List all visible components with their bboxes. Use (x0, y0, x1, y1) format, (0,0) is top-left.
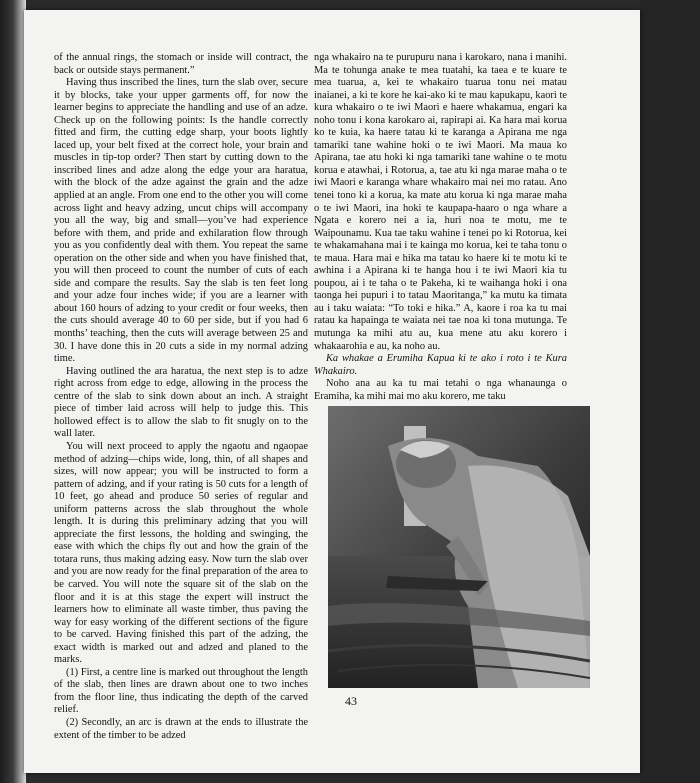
left-text-column (54, 52, 308, 742)
photo-carver-with-adze (328, 406, 590, 688)
paragraph: Noho ana au ka tu mai tetahi o nga whanaunga o Eramiha, ka mihi mai mo aku korero, me taku (314, 378, 567, 402)
paragraph: (2) Secondly, an arc is drawn at the ends to illustrate the extent of the timber to be adzed (54, 716, 308, 741)
scan-right-background (640, 0, 700, 783)
paragraph: nga whakairo na te purupuru nana i karokaro, nana i manihi. Ma te tohunga anake te mea tuatahi, ka taea e te kuare te mea tuarua, a, kei te whakairo tuarua tonu nei matau inaianei, a ki te kore he kai-ako ki te mau kapukapu, kaori te kura whakairo o te iwi Maori e haere whakamua, engari ka noho tonu i kona karokaro ai, rapirapi ai. Ka hara mai korua ko te kuia, ka haere tatau ki te karanga a Apirana me nga tamariki tane wahine hoki o te iwi Maori. Ma maua ko Apirana, tae atu hoki ki nga tamariki tane wahine o te motu korua e atawhai, i Rotorua, a, tae atu ki nga marae maha o te iwi Maori e karanga whare whakairo mai nei mo ratau. Ano tenei tono ki a korua, ka mate atu korua ki nga marae maha o te iwi Maori, ina hoki te kaupapa-haaro o nga whare a Ngata e korero nei a ia, huri noa te motu, me te Waipounamu. Kua tae taku wahine i tenei po ki Rotorua, kei te whakamahana mai i te kainga mo korua, kei te taha tonu o te maua. Hara mai e hika ma tatau ko haere ki te motu ki te awhina i a Apirana ki te hanga hou i te iwi Maori kia tu poupou, ai i te taha o te Pakeha, ki te waihanga hoki i ona taonga hei pupuri i to tatau Maoritanga,” ka mutu ka timata au i taku waiata: “To toki e hika.” A, kaore i roa ka tu mai ratau ka hapainga te waiata nei tae noa ki tona mutunga. Te mutunga ka mihi atu au, kua mene atu aku korero i whakaarohia e au, ka noho au. (314, 52, 567, 352)
scan-left-edge (0, 0, 26, 783)
paragraph: (1) First, a centre line is marked out throughout the length of the slab, then lines are drawn about one to two inches from the floor line, thus indicating the depth of the carved relief. (54, 666, 308, 716)
paragraph: Having outlined the ara haratua, the next step is to adze right across from edge to edge, allowing in the process the centre of the slab to sink down about an inch. A straight piece of timber laid across will help to judge this. This hollowed effect is to allow the slab to fit snugly on to the wall later. (54, 365, 308, 440)
paragraph: of the annual rings, the stomach or inside will contract, the back or outside stays permanent.” (54, 52, 308, 76)
right-text-column (314, 52, 567, 403)
page-number: 43 (345, 694, 357, 708)
paragraph: Having thus inscribed the lines, turn the slab over, secure it by blocks, take your upper garments off, for now the learner begins to appreciate the handling and use of an adze. Check up on the following points: Is the handle correctly fitted and firm, the cutting edge sharp, your boots lightly laced up, your belt fixed at the correct hole, your brain and muscles in tip-top order? Then start by cutting down to the inscribed lines and adze along the edge your ara haratua, with the block of the adze against the grain and the adze applied at an angle. From one end to the other you will come across light and heavy adzing, uncut chips will accompany you all the way, big and small—you’ve had experience before with them, and pride and exhilaration flow through you as you confidently deal with them. You repeat the same operation on the other side and when you have finished that, you will then proceed to count the number of cuts of each side and compare the results. Say the slab is ten feet long and your adze four inches wide; if you are a learner with about 160 hours of adzing to your credit or four weeks, then the cuts should average 40 to 60 per side, but if you had 6 months’ teaching, then the cuts will average between 25 and 30. I have done this in 20 cuts a side in my normal adzing time. (54, 77, 308, 365)
italic-note: Ka whakae a Erumiha Kapua ki te ako i roto i te Kura Whakairo. (314, 353, 567, 377)
paragraph: You will next proceed to apply the ngaotu and ngaopae method of adzing—chips wide, long, thin, of all shapes and sizes, will now appear; you will be instructed to form a pattern of adzing, and if your rating is 50 cuts for a length of 10 feet, go ahead and produce 50 series of regular and uniform patterns across the slab throughout the whole length. It is during this preliminary adzing that you will appreciate the first lessons, the holding and swinging, the ease with which the chips fly out and how the grain of the totara runs, thus making adzing easy. Now turn the slab over and you are now ready for the final preparation of the area to be carved. You will note the square sit of the slab on the floor and it is at this stage the expert will instruct the learners how to eliminate all waste timber, thus paving the way for easy working of the different sections of the figure to be carved. Having finished this part of the adzing, the exact width is marked out and adzed and planed to the marks. (54, 440, 308, 666)
